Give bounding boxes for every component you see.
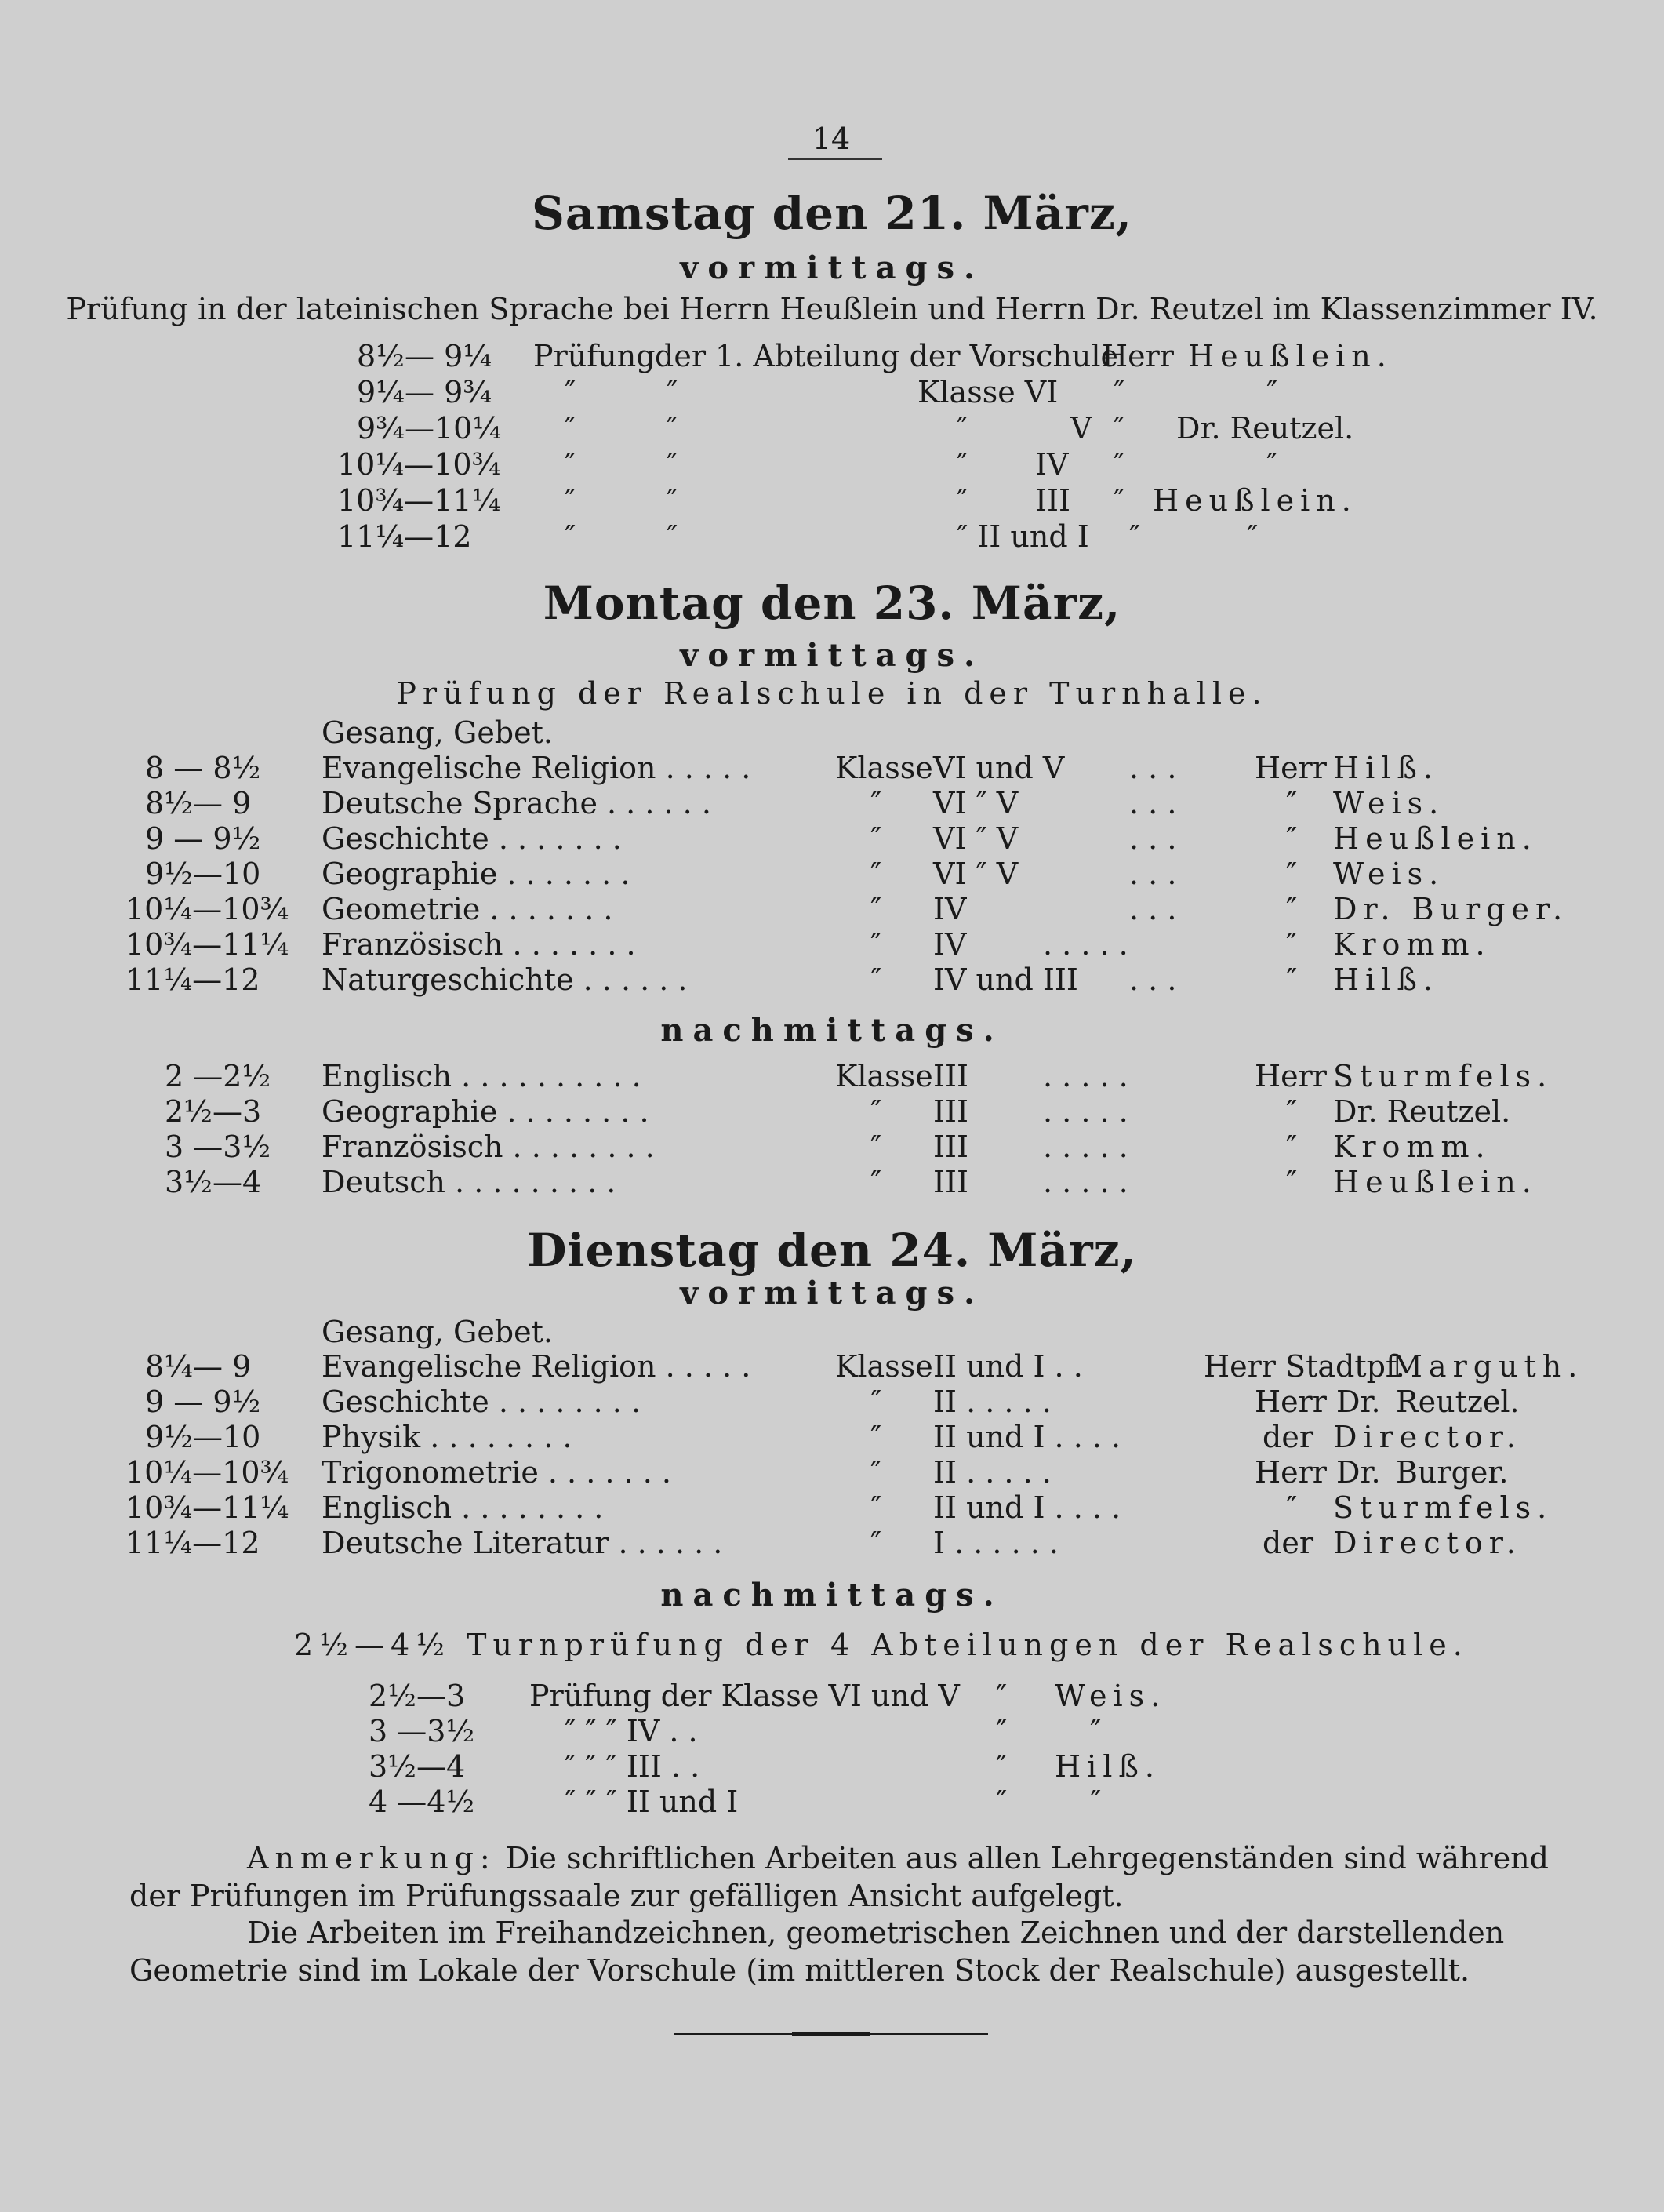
table-row: 10¾—11¼ Französisch . . . . . . . ″ IV . . . . . ″ Kromm. bbox=[125, 927, 1491, 962]
sub-nachmittags-1: nachmittags. bbox=[660, 1012, 1004, 1049]
table-row: 10¼—10¾ Geometrie . . . . . . . ″ IV . . . ″ Dr. Burger. bbox=[125, 892, 1569, 926]
table-row: 9¼— 9¾ ″ ″ Klasse VI ″ ″ bbox=[357, 375, 1278, 409]
turn-line: 2½—4½ Turnprüfung der 4 Abteilungen der Realschule. bbox=[294, 1628, 1469, 1662]
sub-vormittags-2: vormittags. bbox=[680, 637, 984, 674]
table-row: 8½— 9 Deutsche Sprache . . . . . . ″ VI ″ V . . . ″ Weis. bbox=[145, 786, 1445, 820]
table-row: 8¼— 9 Evangelische Religion . . . . . Klasse II und I . . Herr Stadtpf. Marguth. bbox=[145, 1349, 1584, 1384]
closing-rule-center bbox=[792, 2032, 870, 2036]
table-row: 9½—10 Physik . . . . . . . . ″ II und I . . . . der Director. bbox=[145, 1420, 1522, 1454]
table-row: 9 — 9½ Geschichte . . . . . . . . ″ II . . . . . Herr Dr. Reutzel. bbox=[145, 1384, 1520, 1419]
note-paragraph-2: Die Arbeiten im Freihandzeichnen, geometrischen Zeichnen und der darstellenden Geometrie sind im Lokale der Vorschule (im mittleren Stock der Realschule) ausgestellt. bbox=[129, 1915, 1505, 1988]
intro-montag: Prüfung der Realschule in der Turnhalle. bbox=[396, 676, 1268, 711]
table-row: 11¼—12 Naturgeschichte . . . . . . ″ IV und III . . . ″ Hilß. bbox=[125, 962, 1439, 997]
table-row: 10¾—11¼ Englisch . . . . . . . . ″ II und I . . . . ″ Sturmfels. bbox=[125, 1490, 1553, 1525]
note-paragraph-1 bbox=[129, 1839, 1557, 1915]
heading-samstag: Samstag den 21. März, bbox=[532, 187, 1132, 240]
pre-gesang-2: Gesang, Gebet. bbox=[322, 1315, 553, 1349]
note-text-1: Die schriftlichen Arbeiten aus allen Lehrgegenständen sind während der Prüfungen im Prüfungssaale zur gefälligen Ansicht aufgelegt. bbox=[129, 1841, 1549, 1913]
sub-nachmittags-2: nachmittags. bbox=[660, 1577, 1004, 1614]
table-row: 11¼—12 Deutsche Literatur . . . . . . ″ I . . . . . . der Director. bbox=[125, 1526, 1522, 1560]
table-row: 9¾—10¼ ″ ″ ″ V ″ Dr. Reutzel. bbox=[357, 411, 1354, 446]
table-row: 3 —3½ ″ ″ ″ IV . . ″ ″ bbox=[369, 1714, 1102, 1748]
table-row: 2½—3 Geographie . . . . . . . . ″ III . . . . . ″ Dr. Reutzel. bbox=[165, 1094, 1511, 1129]
note-label: Anmerkung: bbox=[247, 1841, 496, 1875]
heading-montag: Montag den 23. März, bbox=[543, 577, 1121, 630]
pre-gesang-1: Gesang, Gebet. bbox=[322, 715, 553, 750]
table-row: 3½—4 ″ ″ ″ III . . ″ Hilß. bbox=[369, 1749, 1161, 1784]
table-row: 4 —4½ ″ ″ ″ II und I ″ ″ bbox=[369, 1785, 1102, 1819]
page-number: 14 bbox=[812, 122, 851, 156]
table-row: 2 —2½ Englisch . . . . . . . . . . Klasse III . . . . . Herr Sturmfels. bbox=[165, 1059, 1553, 1093]
table-row: 9½—10 Geographie . . . . . . . ″ VI ″ V . . . ″ Weis. bbox=[145, 857, 1445, 891]
table-row: 3 —3½ Französisch . . . . . . . . ″ III . . . . . ″ Kromm. bbox=[165, 1130, 1491, 1164]
table-row: 8 — 8½ Evangelische Religion . . . . . Klasse VI und V . . . Herr Hilß. bbox=[145, 751, 1439, 785]
table-row: 10¾—11¼ ″ ″ ″ III ″ Heußlein. bbox=[337, 483, 1357, 518]
table-row: 11¼—12 ″ ″ ″ II und I ″ ″ bbox=[337, 519, 1259, 554]
table-row: 9 — 9½ Geschichte . . . . . . . ″ VI ″ V . . . ″ Heußlein. bbox=[145, 821, 1538, 856]
table-row: 10¼—10¾ ″ ″ ″ IV ″ ″ bbox=[337, 447, 1278, 482]
table-row: 3½—4 Deutsch . . . . . . . . . ″ III . . . . . ″ Heußlein. bbox=[165, 1165, 1538, 1199]
sub-vormittags-3: vormittags. bbox=[680, 1275, 984, 1312]
page-number-underline bbox=[788, 158, 882, 160]
table-row: 2½—3 Prüfung der Klasse VI und V ″ Weis. bbox=[369, 1679, 1167, 1713]
table-row: 8½— 9¼ Prüfung der 1. Abteilung der Vorschule Herr Heußlein. bbox=[357, 339, 1393, 373]
sub-vormittags-1: vormittags. bbox=[680, 249, 984, 286]
table-row: 10¼—10¾ Trigonometrie . . . . . . . ″ II . . . . . Herr Dr. Burger. bbox=[125, 1455, 1509, 1490]
heading-dienstag: Dienstag den 24. März, bbox=[527, 1224, 1137, 1277]
intro-samstag: Prüfung in der lateinischen Sprache bei Herrn Heußlein und Herrn Dr. Reutzel im Klassenzimmer IV. bbox=[66, 292, 1598, 326]
